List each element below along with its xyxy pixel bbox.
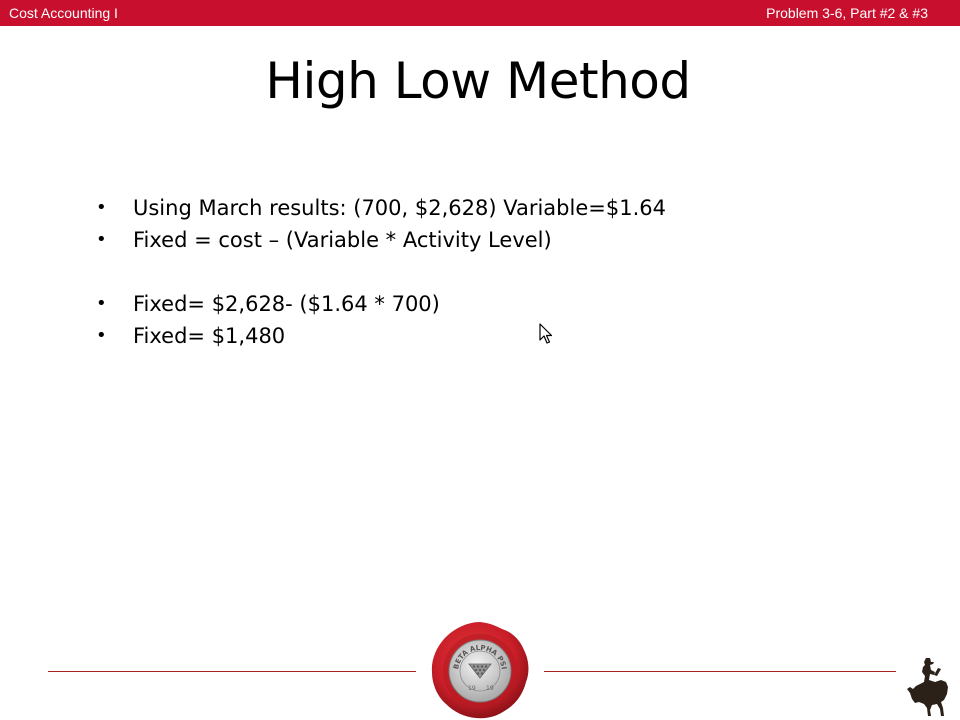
slide-title: High Low Method <box>265 52 691 110</box>
seal-year-left: 19 <box>468 685 476 692</box>
bullet-text: Fixed= $1,480 <box>133 324 286 348</box>
footer-rule-left <box>48 671 416 672</box>
bullet-icon: • <box>96 197 107 218</box>
problem-label: Problem 3-6, Part #2 & #3 <box>766 5 928 21</box>
course-title: Cost Accounting I <box>9 5 118 21</box>
bullet-list <box>96 192 666 352</box>
mouse-cursor-icon <box>539 323 553 345</box>
slide-header-bar <box>0 0 960 26</box>
bucking-horse-rider-icon <box>904 656 952 718</box>
bullet-text: Fixed= $2,628- ($1.64 * 700) <box>133 292 440 316</box>
footer-rule-right <box>544 671 896 672</box>
seal-text: BETA ALPHA PSI <box>452 643 508 671</box>
beta-alpha-psi-seal-logo <box>428 620 532 720</box>
bullet-icon: • <box>96 229 107 250</box>
seal-year-right: 19 <box>486 685 494 692</box>
bullet-item <box>96 224 666 256</box>
bullet-item <box>96 192 666 224</box>
bullet-text: Using March results: (700, $2,628) Variable=$1.64 <box>133 196 666 220</box>
bullet-item <box>96 288 666 320</box>
bullet-icon: • <box>96 293 107 314</box>
bullet-icon: • <box>96 325 107 346</box>
bullet-item <box>96 320 666 352</box>
bullet-text: Fixed = cost – (Variable * Activity Level) <box>133 228 552 252</box>
